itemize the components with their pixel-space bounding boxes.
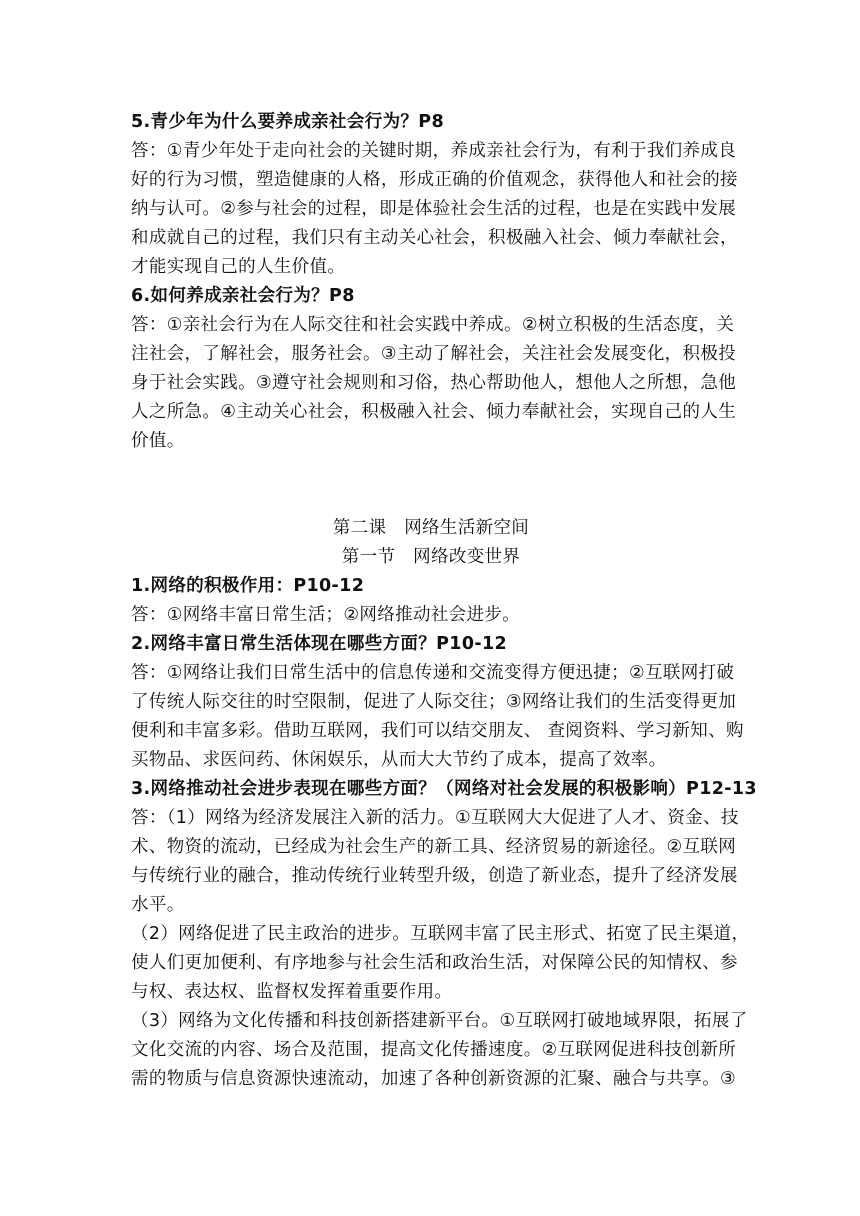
answer-5-line: 纳与认可。②参与社会的过程，即是体验社会生活的过程，也是在实践中发展 <box>131 199 737 219</box>
answer-1: 答：①网络丰富日常生活；②网络推动社会进步。 <box>131 605 521 625</box>
answer-2-line: 了传统人际交往的时空限制，促进了人际交往；③网络让我们的生活变得更加 <box>131 692 737 712</box>
answer-2-line: 买物品、求医问药、休闲娱乐，从而大大节约了成本，提高了效率。 <box>131 750 667 770</box>
answer-2-line: 答：①网络让我们日常生活中的信息传递和交流变得方便迅捷；②互联网打破 <box>131 663 735 683</box>
answer-3-line: 需的物质与信息资源快速流动，加速了各种创新资源的汇聚、融合与共享。③ <box>131 1069 737 1089</box>
answer-6-line: 价值。 <box>131 431 185 451</box>
answer-3-line: 文化交流的内容、场合及范围，提高文化传播速度。②互联网促进科技创新所 <box>131 1040 737 1060</box>
answer-6-line: 人之所急。④主动关心社会，积极融入社会、倾力奉献社会，实现自己的人生 <box>131 402 737 422</box>
answer-5-line: 才能实现自己的人生价值。 <box>131 257 346 277</box>
answer-5-line: 好的行为习惯，塑造健康的人格，形成正确的价值观念，获得他人和社会的接 <box>131 170 738 190</box>
answer-3-line: 与权、表达权、监督权发挥着重要作用。 <box>131 982 453 1002</box>
lesson-title: 第二课 网络生活新空间 <box>332 518 530 538</box>
document-page <box>131 108 757 1094</box>
answer-3-line: 使人们更加便利、有序地参与社会生活和政治生活，对保障公民的知情权、参 <box>131 953 738 973</box>
answer-6-line: 注社会，了解社会，服务社会。③主动了解社会，关注社会发展变化，积极投 <box>131 344 737 364</box>
question-3: 3.网络推动社会进步表现在哪些方面？（网络对社会发展的积极影响）P12-13 <box>131 779 757 799</box>
answer-3-line: 术、物资的流动，已经成为社会生产的新工具、经济贸易的新途径。②互联网 <box>131 837 737 857</box>
answer-5-line: 和成就自己的过程，我们只有主动关心社会，积极融入社会、倾力奉献社会， <box>131 228 738 248</box>
answer-2-line: 便利和丰富多彩。借助互联网，我们可以结交朋友、 查阅资料、学习新知、购 <box>131 721 744 741</box>
question-2: 2.网络丰富日常生活体现在哪些方面？P10-12 <box>131 634 508 654</box>
question-1: 1.网络的积极作用：P10-12 <box>131 576 365 596</box>
answer-6-line: 答：①亲社会行为在人际交往和社会实践中养成。②树立积极的生活态度，关 <box>131 315 735 335</box>
answer-3-line: （2）网络促进了民主政治的进步。互联网丰富了民主形式、拓宽了民主渠道， <box>131 924 750 944</box>
answer-5-line: 答：①青少年处于走向社会的关键时期，养成亲社会行为，有利于我们养成良 <box>131 141 737 161</box>
section-gap <box>131 456 731 514</box>
answer-6-line: 身于社会实践。③遵守社会规则和习俗，热心帮助他人，想他人之所想，急他 <box>131 373 737 393</box>
answer-3-line: （3）网络为文化传播和科技创新搭建新平台。①互联网打破地域界限，拓展了 <box>131 1011 748 1031</box>
answer-3-line: 水平。 <box>131 895 185 915</box>
answer-3-line: 与传统行业的融合，推动传统行业转型升级，创造了新业态，提升了经济发展 <box>131 866 738 886</box>
question-5: 5.青少年为什么要养成亲社会行为？P8 <box>131 112 444 132</box>
section-title: 第一节 网络改变世界 <box>341 547 521 567</box>
answer-3-line: 答：（1）网络为经济发展注入新的活力。①互联网大大促进了人才、资金、技 <box>131 808 739 828</box>
question-6: 6.如何养成亲社会行为？P8 <box>131 286 355 306</box>
